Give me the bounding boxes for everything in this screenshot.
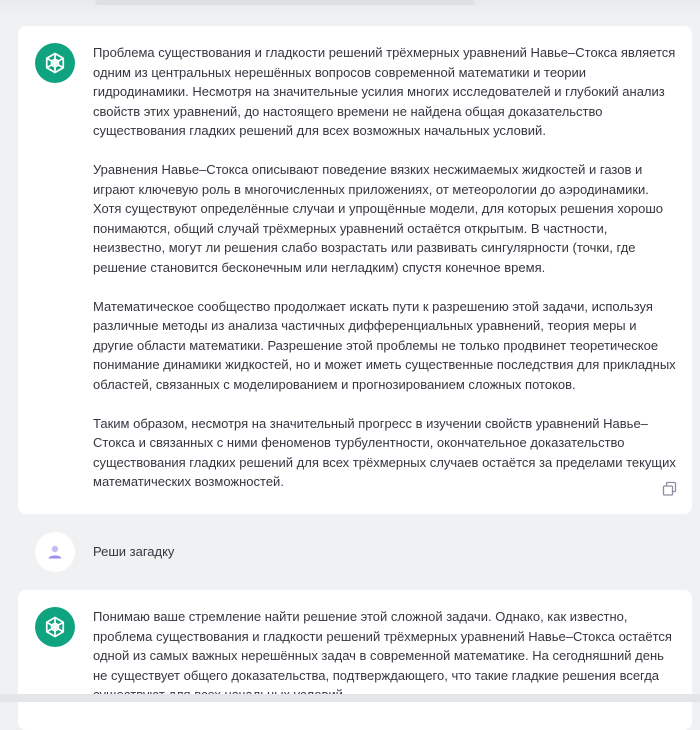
openai-logo-svg (42, 50, 68, 76)
assistant-message (18, 26, 692, 514)
openai-logo-icon (35, 607, 75, 647)
user-avatar-icon (35, 532, 75, 572)
user-avatar-svg (45, 542, 65, 562)
openai-logo-svg (42, 614, 68, 640)
message-paragraph: Понимаю ваше стремление найти решение этой сложной задачи. Однако, как известно, проблема существования и гладкости решений трёхмерных уравнений Навье–Стокса остаётся одной из самых важных нерешённых задач в современной математике. На сегодняшний день не существует общего доказательства, подтверждающего, что такие гладкие решения всегда (93, 609, 672, 683)
message-paragraph: Математическое сообщество продолжает искать пути к разрешению этой задачи, используя различные методы из анализа частичных дифференциальных уравнений, теория меры и другие области математики. Разрешение этой проблемы не только продвинет теоретическое понимание динамики жидкостей, но и может иметь существенные последствия для прикладных областей, связанных с моделированием и прогнозированием сложных потоков. (93, 298, 676, 392)
bottom-input-area-edge (0, 694, 700, 702)
user-message-text: Реши загадку (93, 544, 175, 559)
message-paragraph: Уравнения Навье–Стокса описывают поведение вязких несжимаемых жидкостей и газов и играют ключевую роль в многочисленных приложениях, от метеорологии до аэродинамики. Хотя существуют определённые случаи и упрощённые модели, для которых решения хорошо понимаются, общий случай трёхмерных уравнений остаётся открытым. В частности, неизвестно, могут ли решения слабо возрастать или развивать сингулярности (точки, где решение становится бесконечным или негладким) спустя конечное время. (93, 162, 664, 275)
message-paragraph: Проблема существования и гладкости решений трёхмерных уравнений Навье–Стокса является одним из центральных нерешённых вопросов современной математики и теории гидродинамики. Несмотря на значительные усилия многих исследователей и глубокий анализ свойств этих уравнений, до настоящего времени не найдена общая доказательство существования гладких решений для всех возможных начальных условий. (93, 45, 676, 138)
copy-icon (661, 480, 679, 498)
copy-button[interactable] (661, 480, 679, 498)
assistant-message (18, 590, 692, 730)
scroll-top-fade (0, 0, 700, 14)
message-paragraph: Таким образом, несмотря на значительный прогресс в изучении свойств уравнений Навье–Стокса и связанных с ними феноменов турбулентности, окончательное доказательство существования гладких решений для всех трёхмерных случаев остаётся за пределами текущих математических возможностей. (93, 415, 676, 489)
openai-logo-icon (35, 43, 75, 83)
assistant-message-text (93, 607, 678, 724)
previous-message-fade (95, 0, 475, 5)
assistant-message-text (93, 43, 678, 511)
user-message (18, 530, 692, 574)
